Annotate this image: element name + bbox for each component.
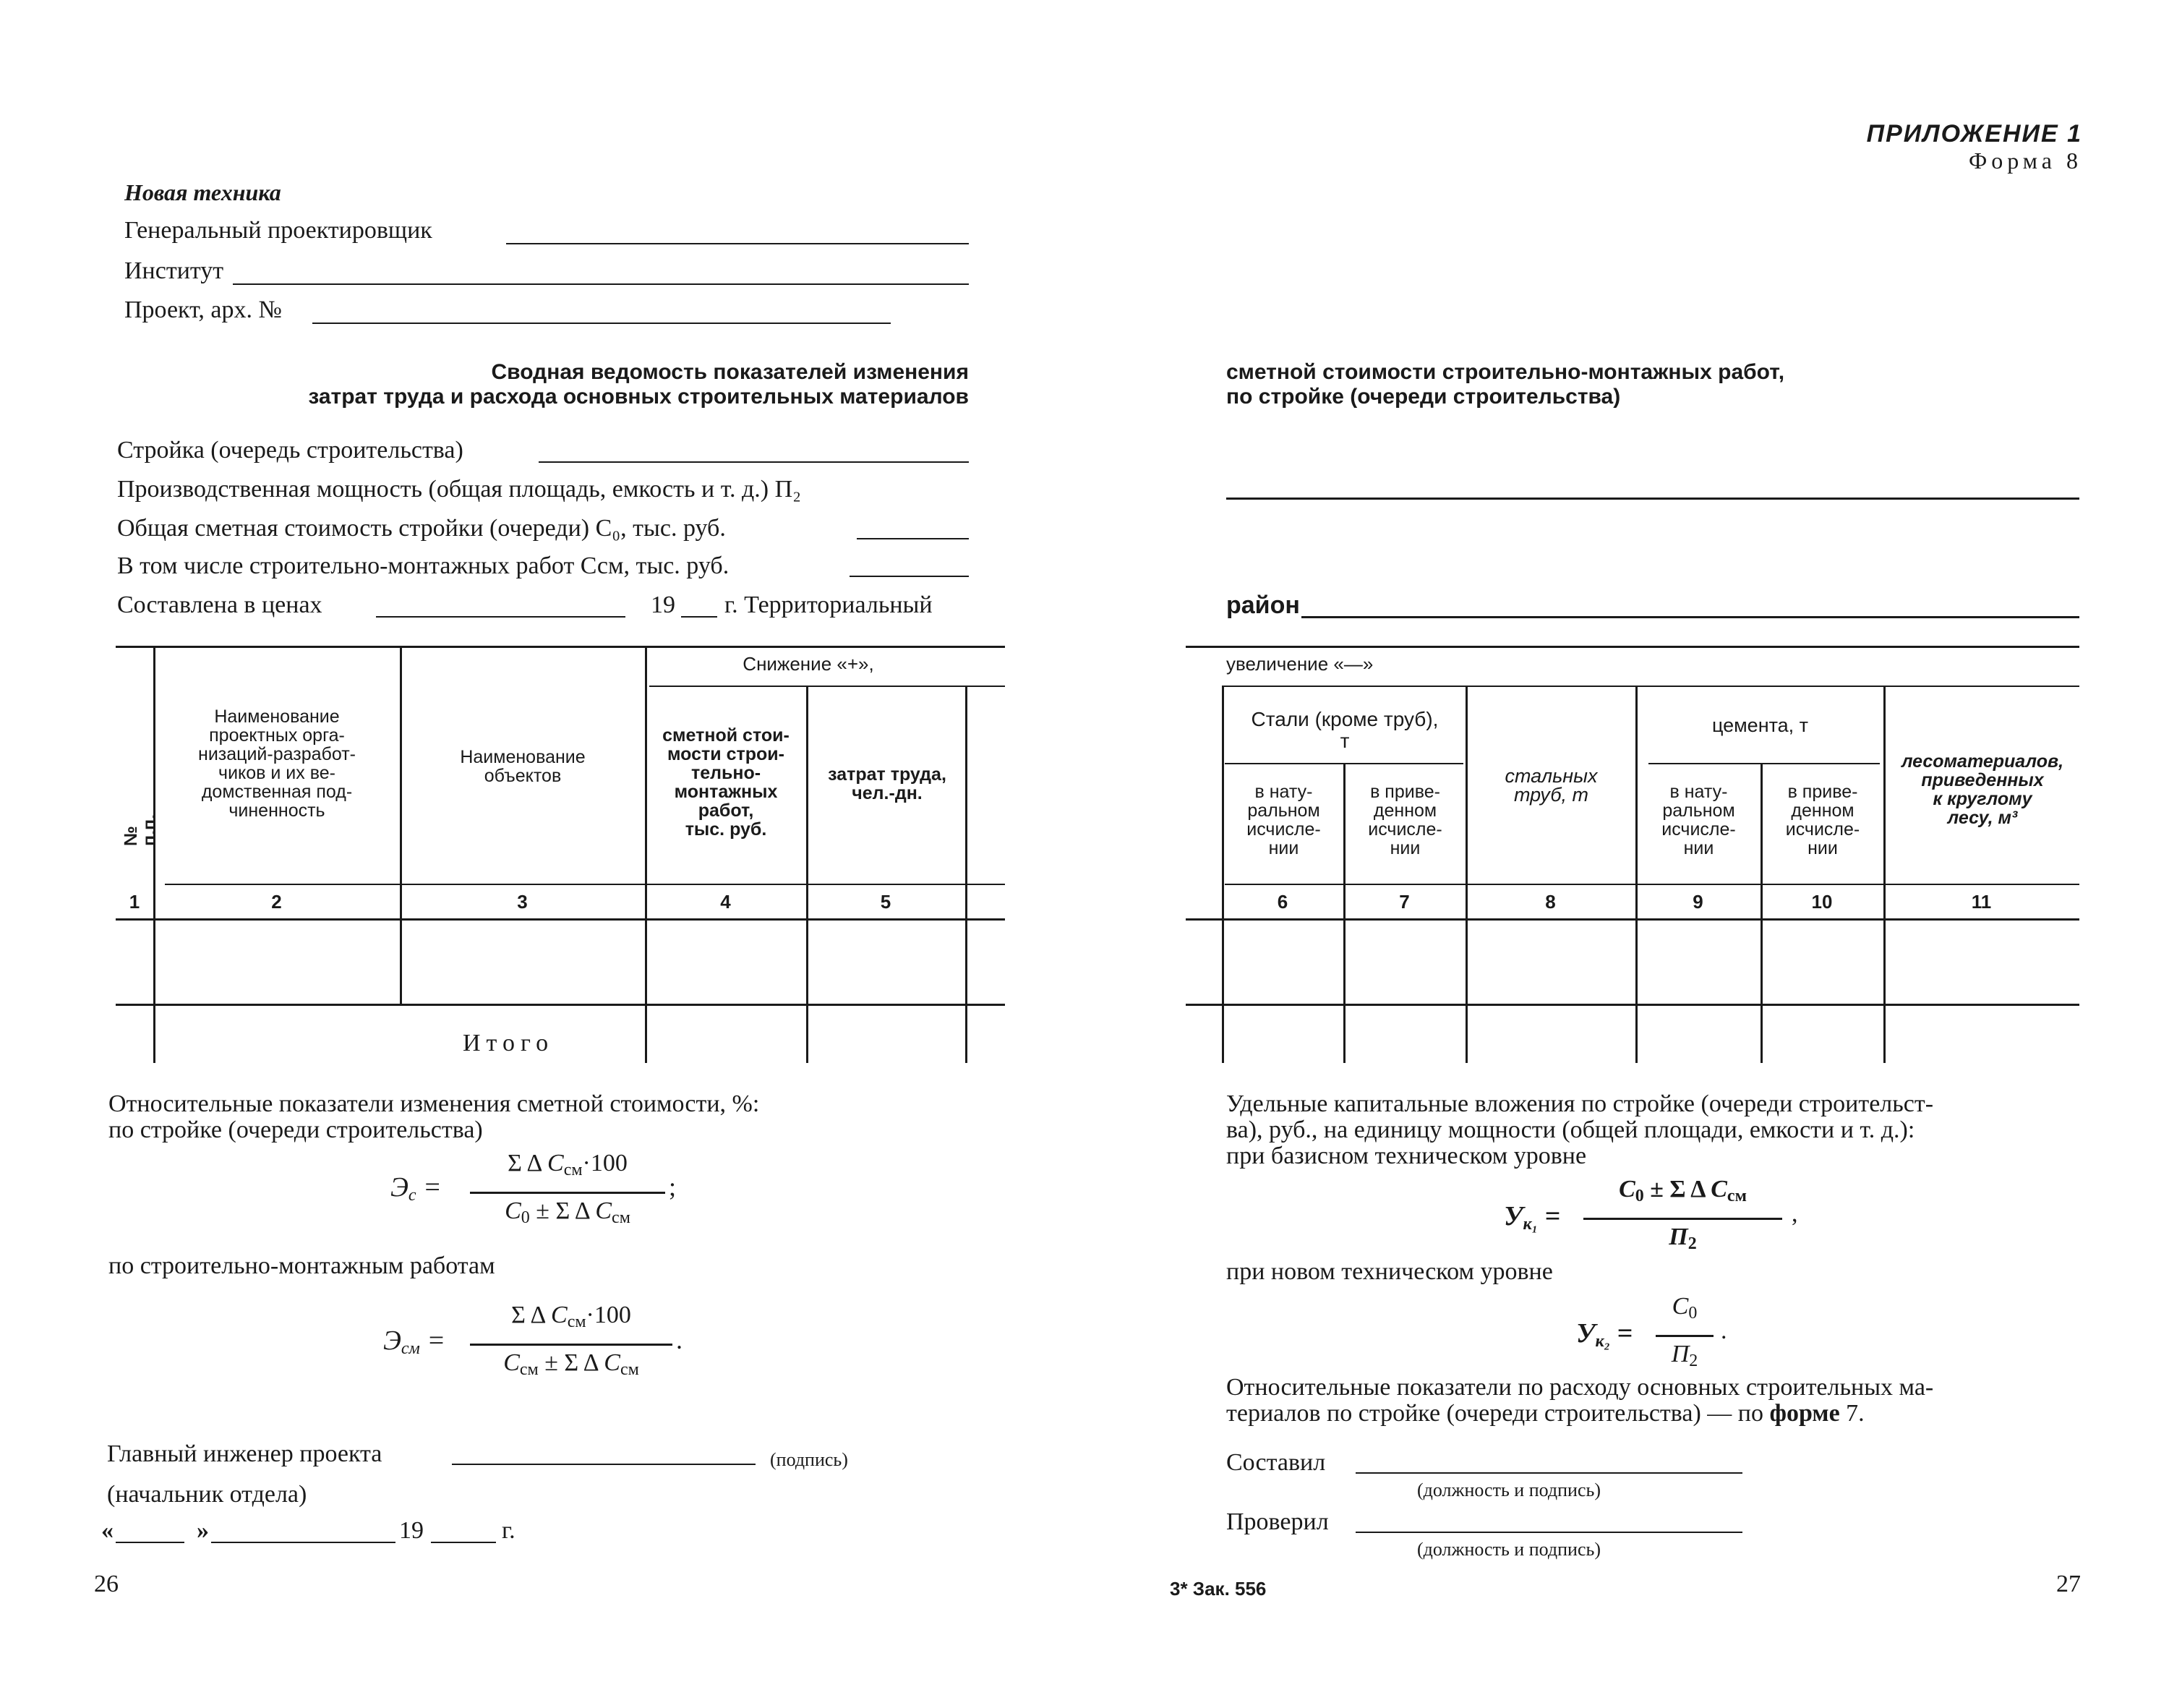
vline (1635, 687, 1638, 1063)
row-bottom-rule (1186, 1004, 2079, 1006)
materials-line2 (1226, 1400, 1865, 1427)
header-bottom-rule (1225, 884, 2079, 885)
date-quote-close: » (197, 1517, 209, 1544)
col-number: 5 (880, 891, 891, 913)
left-title-line1: Сводная ведомость показателей изменения (491, 360, 969, 384)
right-page-number: 27 (2056, 1571, 2081, 1597)
total-cost-field[interactable] (857, 538, 969, 539)
timber-header: лесоматериалов, приведенных к круглому лесу, м³ (1901, 751, 2064, 828)
date-day-field[interactable] (116, 1542, 184, 1543)
right-title-line1: сметной стоимости строительно-монтажных работ, (1226, 360, 1785, 384)
col-number: 4 (720, 891, 731, 913)
construction-field[interactable] (539, 461, 969, 463)
checked-caption: (должность и подпись) (1417, 1539, 1601, 1560)
general-designer-label: Генеральный проектировщик (124, 217, 432, 244)
col-3-header: Наименование объектов (460, 747, 586, 786)
row-bottom-rule (116, 1004, 1005, 1006)
checked-label: Проверил (1226, 1508, 1329, 1535)
col-no-header: № п.п. (121, 814, 160, 846)
steel-header: Стали (кроме труб), т (1251, 708, 1439, 752)
cement-reduced-header: в приве- денном исчисле- нии (1785, 782, 1860, 858)
general-designer-field[interactable] (506, 243, 969, 244)
right-title-line2: по стройке (очереди строительства) (1226, 385, 1621, 409)
left-page-number: 26 (94, 1571, 119, 1597)
project-label: Проект, арх. № (124, 296, 282, 323)
vline (1466, 687, 1468, 1063)
checked-field[interactable] (1356, 1532, 1742, 1533)
col-number: 9 (1693, 891, 1703, 913)
district-field[interactable] (1301, 616, 2079, 618)
col-5-header: затрат труда, чел.-дн. (828, 764, 946, 803)
project-field[interactable] (312, 323, 891, 324)
cmr-label: В том числе строительно-монтажных работ Ссм, тыс. руб. (117, 552, 730, 579)
col-number: 8 (1545, 891, 1556, 913)
compiled-field[interactable] (1356, 1472, 1742, 1474)
total-label: Итого (463, 1030, 555, 1056)
construction-label: Стройка (очередь строительства) (117, 437, 463, 464)
chief-engineer-label: Главный инженер проекта (107, 1440, 382, 1467)
cement-header: цемента, т (1711, 714, 1809, 736)
date-g: г. (502, 1517, 515, 1544)
table-top-rule (1186, 646, 2079, 648)
capacity-label: Производственная мощность (общая площадь, емкость и т. д.) П₂ (117, 476, 802, 503)
signature-caption: (подпись) (770, 1449, 848, 1470)
col-number: 11 (1971, 891, 1992, 913)
institute-field[interactable] (233, 283, 969, 285)
group-rule (1222, 686, 2079, 687)
vline (400, 647, 402, 1004)
form-label: Форма 8 (1968, 148, 2082, 174)
col-number: 2 (271, 891, 282, 913)
date-year-label: 19 (399, 1517, 424, 1544)
materials-form-number: 7. (1846, 1400, 1865, 1427)
dept-head-label: (начальник отдела) (107, 1481, 307, 1508)
rel-title: Относительные показатели изменения сметной стоимости, %: (108, 1090, 760, 1117)
heading-new-technology: Новая техника (124, 179, 281, 205)
specific-invest-2: ва), руб., на единицу мощности (общей площади, емкости и т. д.): (1226, 1116, 1915, 1143)
cement-rule (1648, 763, 1880, 764)
materials-line2-text: териалов по стройке (очереди строительства) — по (1226, 1400, 1763, 1427)
date-quote-open: « (101, 1517, 114, 1544)
rel-by-cmr: по строительно-монтажным работам (108, 1252, 495, 1279)
specific-invest-3: при базисном техническом уровне (1226, 1143, 1587, 1169)
group-rule (649, 686, 1005, 687)
date-year-field[interactable] (431, 1542, 496, 1543)
steel-natural-header: в нату- ральном исчисле- нии (1246, 782, 1321, 858)
left-title-line2: затрат труда и расхода основных строительных материалов (308, 385, 969, 409)
prices-label: Составлена в ценах (117, 592, 322, 618)
specific-invest-1: Удельные капитальные вложения по стройке (очереди строительст- (1226, 1090, 1934, 1117)
prices-year: 19 (651, 592, 675, 618)
col-2-header: Наименование проектных орга- низаций-разработ- чиков и их ве- домственная под- чиненность (198, 706, 356, 821)
prices-territorial: г. Территориальный (724, 592, 933, 618)
materials-line1: Относительные показатели по расходу основных строительных ма- (1226, 1374, 1934, 1401)
steel-reduced-header: в приве- денном исчисле- нии (1368, 782, 1442, 858)
numbers-bottom-rule (116, 918, 1005, 921)
vline (1222, 687, 1224, 1063)
vline (1883, 687, 1886, 1063)
cmr-field[interactable] (850, 576, 969, 577)
right-group-header: увеличение «—» (1226, 653, 1374, 675)
col-number: 10 (1811, 891, 1833, 913)
col-number: 3 (517, 891, 528, 913)
vline (806, 687, 808, 1063)
cement-natural-header: в нату- ральном исчисле- нии (1661, 782, 1736, 858)
materials-form-word: форме (1769, 1400, 1840, 1427)
district-label: район (1226, 592, 1300, 619)
date-month-field[interactable] (211, 1542, 395, 1543)
numbers-bottom-rule (1186, 918, 2079, 921)
appendix-label: ПРИЛОЖЕНИЕ 1 (1866, 120, 2082, 148)
new-level-label: при новом техническом уровне (1226, 1258, 1553, 1285)
col-number: 6 (1277, 891, 1288, 913)
compiled-caption: (должность и подпись) (1417, 1479, 1601, 1500)
header-bottom-rule (165, 884, 1005, 885)
rel-by-site: по стройке (очереди строительства) (108, 1116, 483, 1143)
compiled-label: Составил (1226, 1449, 1326, 1476)
vline (965, 687, 967, 1063)
col-number: 1 (129, 891, 140, 913)
col-number: 7 (1399, 891, 1410, 913)
prices-year-field[interactable] (681, 616, 717, 618)
chief-engineer-field[interactable] (452, 1464, 756, 1465)
left-group-header: Снижение «+», (743, 653, 874, 675)
right-title-field[interactable] (1226, 498, 2079, 500)
total-cost-label: Общая сметная стоимость стройки (очереди) С₀, тыс. руб. (117, 515, 726, 542)
footer-order: 3* Зак. 556 (1170, 1578, 1267, 1600)
institute-label: Институт (124, 257, 224, 284)
table-top-rule (116, 646, 1005, 648)
vline (645, 647, 647, 1063)
steel-pipes-header: стальных труб, т (1505, 765, 1598, 806)
col-4-header: сметной стои- мости строи- тельно- монтажных работ, тыс. руб. (662, 725, 790, 840)
prices-field[interactable] (376, 616, 625, 618)
